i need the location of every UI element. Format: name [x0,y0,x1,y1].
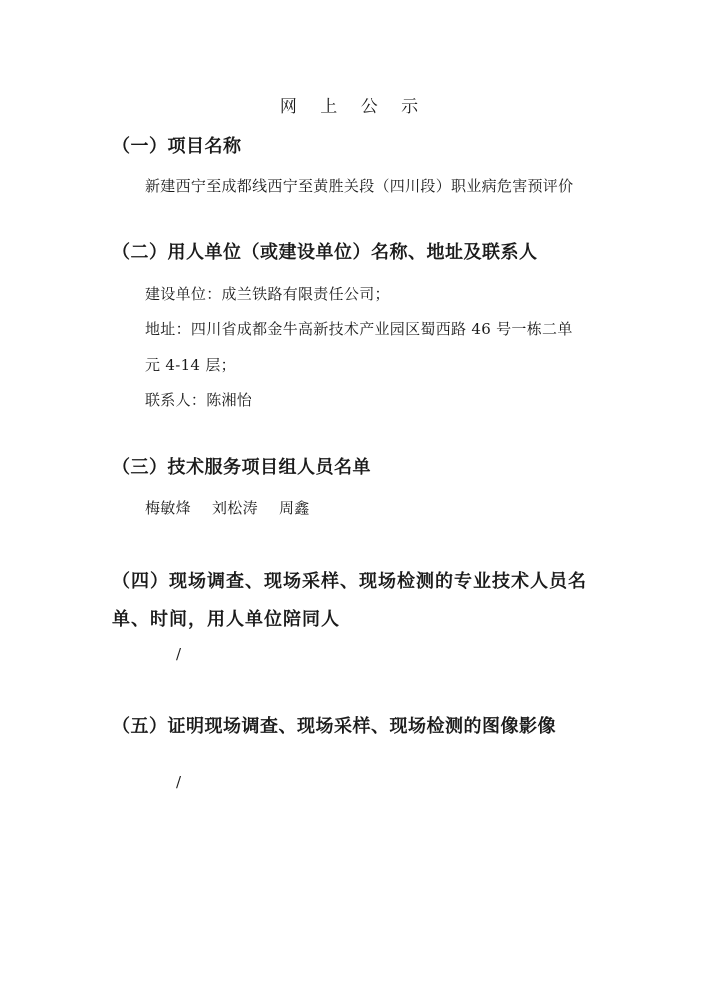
team-member: 梅敏烽 [145,499,191,517]
section-5-value: / [176,773,182,791]
team-member: 周鑫 [278,499,310,517]
address-line-2: 元 4-14 层； [145,356,236,374]
section-4-heading: （四）现场调查、现场采样、现场检测的专业技术人员名单、时间，用人单位陪同人 [112,571,587,630]
team-member: 刘松涛 [211,499,258,517]
section-2-heading: （二）用人单位（或建设单位）名称、地址及联系人 [112,242,538,263]
construction-unit: 建设单位：成兰铁路有限责任公司； [145,285,390,303]
team-member-list [145,497,326,518]
project-name: 新建西宁至成都线西宁至黄胜关段（四川段）职业病危害预评价 [145,177,574,195]
page-title: 网 上 公 示 [279,97,428,117]
section-1-heading: （一）项目名称 [112,136,242,157]
section-3-heading: （三）技术服务项目组人员名单 [112,457,371,478]
address-line-1: 地址：四川省成都金牛高新技术产业园区蜀西路 46 号一栋二单 [145,320,573,338]
section-5-heading: （五）证明现场调查、现场采样、现场检测的图像影像 [112,716,556,737]
section-4-value: / [176,645,182,663]
contact-person: 联系人：陈湘怡 [145,391,253,409]
